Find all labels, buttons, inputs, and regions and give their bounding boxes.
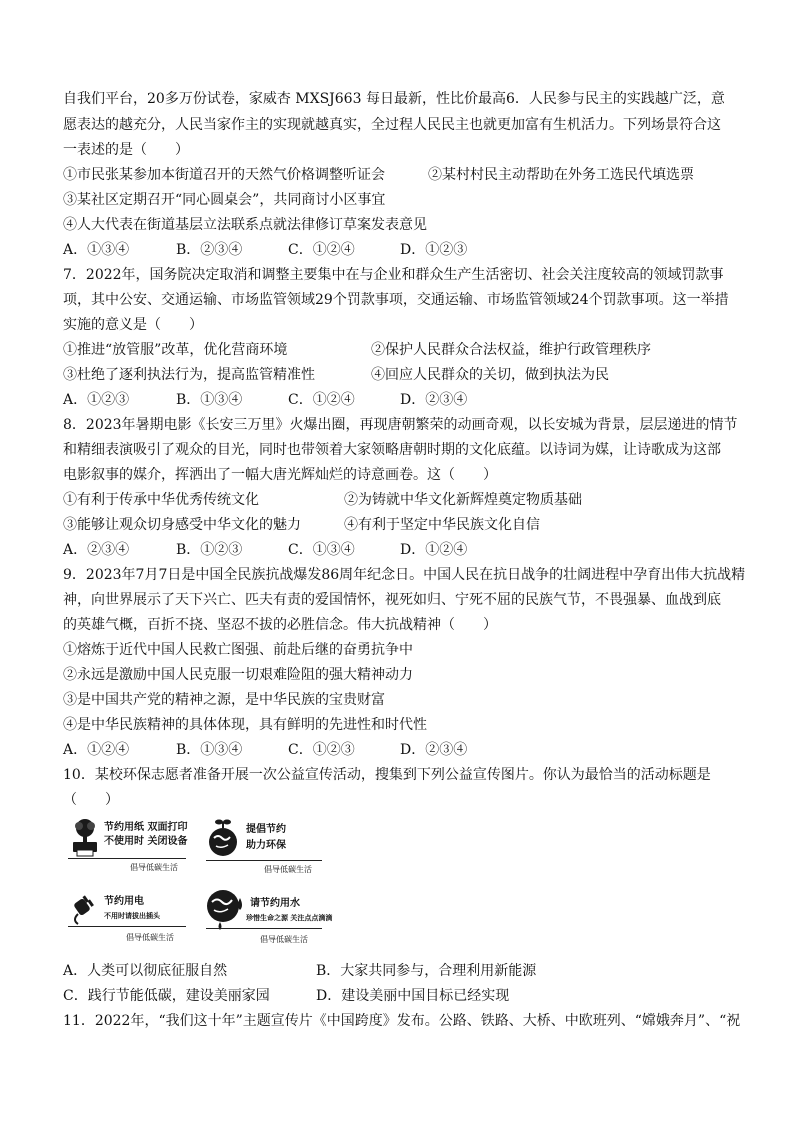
q9-option-c[interactable]: C．①②③: [288, 742, 355, 758]
q8-statement-1: ①有利于传承中华优秀传统文化: [63, 492, 259, 508]
tree-printer-icon: [70, 818, 100, 858]
q10-line-2: （ ）: [63, 792, 119, 808]
q10-poster-grid: [66, 816, 341, 946]
q9-line-3: 的英雄气概，百折不挠、坚忍不拔的必胜信念。伟大抗战精神（ ）: [63, 617, 497, 633]
q10-option-c[interactable]: C．践行节能低碳，建设美丽家园: [63, 988, 270, 1004]
q9-option-d[interactable]: D．②③④: [400, 742, 468, 758]
q6-option-a[interactable]: A．①③④: [63, 242, 130, 258]
q8-line-3: 电影叙事的媒介，挥洒出了一幅大唐光辉灿烂的诗意画卷。这（ ）: [63, 467, 497, 483]
poster-1-title: 节约用纸 双面打印: [104, 822, 188, 833]
q6-statement-2: ②某村村民主动帮助在外务工选民代填选票: [428, 167, 694, 183]
q6-option-c[interactable]: C．①②④: [288, 242, 355, 258]
water-drop-earth-icon: [204, 888, 246, 930]
q6-statement-4: ④人大代表在街道基层立法联系点就法律修订草案发表意见: [63, 217, 427, 233]
q9-option-b[interactable]: B．①③④: [176, 742, 243, 758]
poster-paper: [66, 816, 191, 874]
q9-statement-4: ④是中华民族精神的具体体现，具有鲜明的先进性和时代性: [63, 717, 427, 733]
q9-statement-1: ①熔炼于近代中国人民救亡图强、前赴后继的奋勇抗争中: [63, 642, 413, 658]
q8-option-d[interactable]: D．①②④: [400, 542, 468, 558]
q8-line-2: 和精细表演吸引了观众的目光，同时也带领着大家领略唐朝时期的文化底蕴。以诗词为媒，让诗歌成为这部: [63, 442, 721, 458]
q10-option-d[interactable]: D．建设美丽中国目标已经实现: [316, 988, 510, 1004]
poster-save: [204, 816, 329, 874]
q7-statement-2: ②保护人民群众合法权益，维护行政管理秩序: [371, 342, 651, 358]
q7-line-1: 7．2022年，国务院决定取消和调整主要集中在与企业和群众生产生活密切、社会关注度较高的领域罚款事: [63, 267, 724, 283]
q10-option-a[interactable]: A．人类可以彻底征服自然: [63, 963, 228, 979]
poster-electricity: [66, 888, 191, 946]
q10-line-1: 10．某校环保志愿者准备开展一次公益宣传活动，搜集到下列公益宣传图片。你认为最恰当的活动标题是: [63, 767, 711, 783]
poster-2-title: 提倡节约: [246, 824, 286, 835]
q6-option-d[interactable]: D．①②③: [400, 242, 468, 258]
poster-3-divider: [68, 926, 186, 927]
poster-4-divider: [206, 928, 322, 929]
q7-option-a[interactable]: A．①②③: [63, 392, 130, 408]
q9-statement-3: ③是中国共产党的精神之源，是中华民族的宝贵财富: [63, 692, 385, 708]
q7-line-3: 实施的意义是（ ）: [63, 317, 203, 333]
plug-icon: [70, 894, 100, 926]
q7-statement-1: ①推进“放管服”改革，优化营商环境: [63, 342, 288, 358]
poster-4-subtitle: 珍惜生命之源 关注点点滴滴: [246, 914, 333, 922]
q7-line-2: 项，其中公安、交通运输、市场监管领域29个罚款事项，交通运输、市场监管领域24个罚款事项。这一举措: [63, 292, 729, 308]
q7-statement-4: ④回应人民群众的关切，做到执法为民: [371, 367, 609, 383]
poster-3-title: 节约用电: [104, 896, 144, 907]
q11-line-1: 11．2022年，“我们这十年”主题宣传片《中国跨度》发布。公路、铁路、大桥、中欧班列、“嫦娥奔月”、“祝: [63, 1013, 741, 1029]
poster-2-subtitle: 助力环保: [246, 840, 286, 851]
poster-2-divider: [206, 860, 322, 861]
q7-option-c[interactable]: C．①②④: [288, 392, 355, 408]
poster-1-footer: 倡导低碳生活: [130, 863, 178, 872]
poster-4-footer: 倡导低碳生活: [260, 935, 308, 944]
q6-line-1: 自我们平台，20多万份试卷，家威杏 MXSJ663 每日最新，性比价最高6．人民参与民主的实践越广泛，意: [63, 91, 725, 107]
q8-statement-2: ②为铸就中华文化新辉煌奠定物质基础: [344, 492, 582, 508]
q9-line-2: 神，向世界展示了天下兴亡、匹夫有责的爱国情怀，视死如归、宁死不屈的民族气节，不畏强暴、血战到底: [63, 592, 721, 608]
q9-line-1: 9．2023年7月7日是中国全民族抗战爆发86周年纪念日。中国人民在抗日战争的壮阔进程中孕育出伟大抗战精: [63, 567, 746, 583]
q10-option-b[interactable]: B．大家共同参与，合理利用新能源: [316, 963, 537, 979]
q6-option-b[interactable]: B．②③④: [176, 242, 243, 258]
poster-1-divider: [68, 858, 186, 859]
q8-option-c[interactable]: C．①③④: [288, 542, 355, 558]
q9-statement-2: ②永远是激励中国人民克服一切艰难险阻的强大精神动力: [63, 667, 413, 683]
q8-statement-3: ③能够让观众切身感受中华文化的魅力: [63, 517, 301, 533]
poster-4-title: 请节约用水: [250, 898, 300, 909]
q6-statement-1: ①市民张某参加本街道召开的天然气价格调整听证会: [63, 167, 385, 183]
q8-option-a[interactable]: A．②③④: [63, 542, 130, 558]
poster-3-footer: 倡导低碳生活: [126, 933, 174, 942]
q6-line-3: 一表述的是（ ）: [63, 142, 189, 158]
q8-option-b[interactable]: B．①②③: [176, 542, 243, 558]
q7-option-b[interactable]: B．①③④: [176, 392, 243, 408]
poster-3-subtitle: 不用时请拔出插头: [104, 912, 160, 920]
q6-line-2: 愿表达的越充分，人民当家作主的实现就越真实，全过程人民民主也就更加富有生机活力。下列场景符合这: [63, 117, 721, 133]
q6-statement-3: ③某社区定期召开“同心圆桌会”，共同商讨小区事宜: [63, 192, 386, 208]
q7-statement-3: ③杜绝了逐利执法行为，提高监管精准性: [63, 367, 315, 383]
poster-water: [204, 888, 333, 946]
q8-line-1: 8．2023年暑期电影《长安三万里》火爆出圈，再现唐朝繁荣的动画奇观，以长安城为背景，层层递进的情节: [63, 417, 738, 433]
q8-statement-4: ④有利于坚定中华民族文化自信: [344, 517, 540, 533]
poster-2-footer: 倡导低碳生活: [264, 865, 312, 874]
q7-option-d[interactable]: D．②③④: [400, 392, 468, 408]
poster-1-subtitle: 不使用时 关闭设备: [104, 836, 188, 847]
sprout-earth-icon: [204, 818, 242, 858]
q9-option-a[interactable]: A．①②④: [63, 742, 130, 758]
